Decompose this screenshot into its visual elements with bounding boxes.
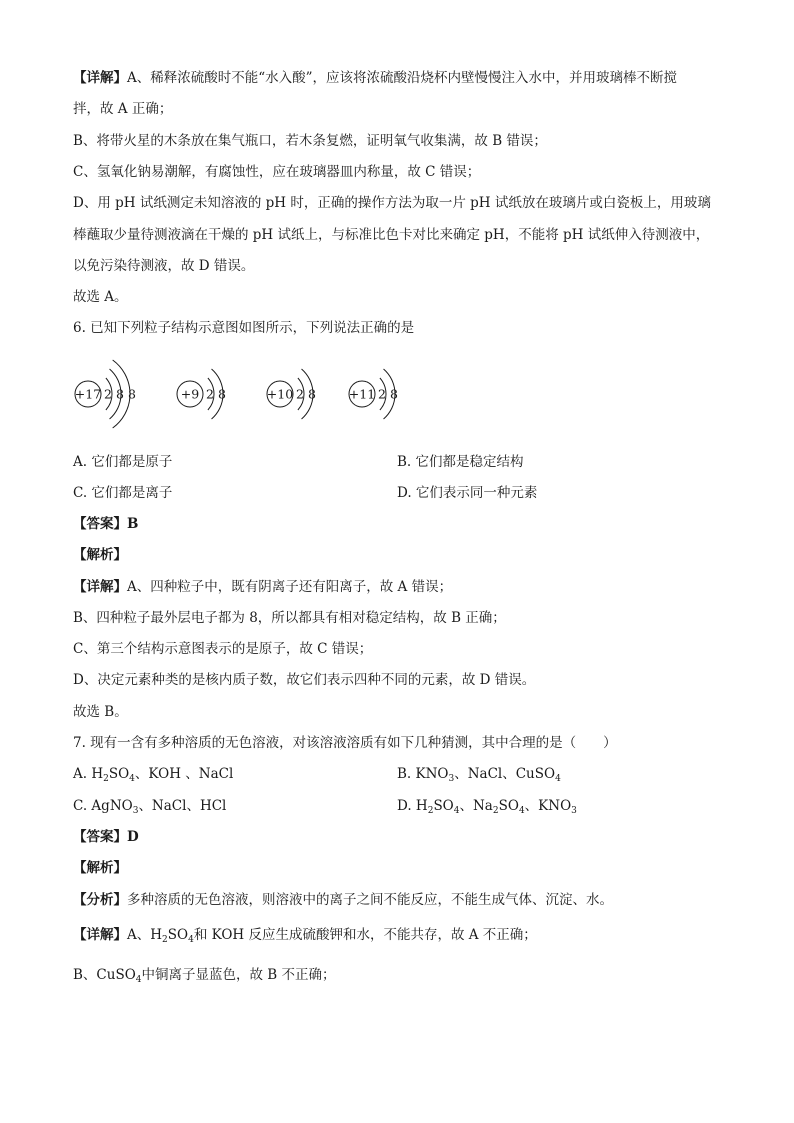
particle-3 [267, 369, 316, 419]
subscript: 4 [135, 975, 142, 985]
q7-analysis-tag: 【解析】 [73, 860, 127, 876]
formula-part: B. KNO [397, 766, 449, 782]
particle-structure-svg [66, 346, 426, 442]
nucleus-charge: +10 [266, 386, 294, 402]
subscript: 4 [188, 935, 194, 945]
q5-detail-line-3: B、将带火星的木条放在集气瓶口，若木条复燃，证明氧气收集满，故 B 错误； [73, 133, 547, 149]
q5-detail-line-7: 以免污染待测液，故 D 错误。 [73, 258, 255, 274]
q6-detail-1 [73, 578, 452, 596]
particle-2 [177, 369, 226, 419]
detail-tag: 【详解】 [73, 579, 127, 595]
q7-stem: 7. 现有一含有多种溶质的无色溶液，对该溶液溶质有如下几种猜测，其中合理的是（ ） [73, 735, 617, 751]
nucleus-charge: +9 [180, 386, 200, 402]
q7-option-c [73, 797, 226, 815]
particle-structure-diagram [66, 346, 426, 442]
q6-conclusion: 故选 B。 [73, 704, 128, 720]
subscript: 4 [129, 774, 135, 784]
formula-part: 、NaCl、HCl [138, 798, 227, 814]
q6-option-a: A. 它们都是原子 [73, 454, 173, 470]
q7-answer: 【答案】D [73, 829, 139, 845]
formula-part: 、KOH 、NaCl [134, 766, 234, 782]
q6-stem: 6. 已知下列粒子结构示意图如图所示，下列说法正确的是 [73, 320, 415, 336]
subscript: 2 [427, 806, 434, 816]
q6-detail-2: B、四种粒子最外层电子都为 8，所以都具有相对稳定结构，故 B 正确； [73, 610, 506, 626]
formula-part: SO [433, 798, 454, 814]
electron-count: 2 [296, 386, 304, 402]
q6-detail-4: D、决定元素种类的是核内质子数，故它们表示四种不同的元素，故 D 错误。 [73, 672, 536, 688]
q5-detail-line-4: C、氢氧化钠易潮解，有腐蚀性，应在玻璃器皿内称量，故 C 错误； [73, 164, 481, 180]
subscript: 3 [448, 774, 455, 784]
q6-detail-3: C、第三个结构示意图表示的是原子，故 C 错误； [73, 641, 373, 657]
q6-analysis-tag: 【解析】 [73, 547, 127, 563]
particle-1 [75, 360, 136, 428]
particle-4 [349, 369, 398, 419]
subscript: 3 [571, 806, 577, 816]
electron-count: 8 [390, 386, 398, 402]
q6-option-b: B. 它们都是稳定结构 [397, 454, 524, 470]
electron-count: 2 [104, 386, 112, 402]
detail-tag: 【详解】 [73, 70, 127, 86]
subscript: 4 [518, 806, 525, 816]
formula-part: 和 KOH 反应生成硫酸钾和水，不能共存，故 A 不正确； [193, 927, 537, 943]
q7-detail-a [73, 926, 537, 944]
q5-conclusion: 故选 A。 [73, 289, 128, 305]
q7-detail-a-pre: A、H [127, 927, 163, 943]
q5-detail-line-6: 棒蘸取少量待测液滴在干燥的 pH 试纸上，与标准比色卡对比来确定 pH，不能将 pH 试纸伸入待测液中， [73, 227, 710, 243]
electron-count: 8 [116, 386, 124, 402]
q7-option-a [73, 765, 233, 783]
q6-answer: 【答案】B [73, 516, 139, 532]
subscript: 2 [162, 935, 168, 945]
subscript: 3 [132, 806, 139, 816]
formula-part: 、Na [459, 798, 493, 814]
q7-option-b [397, 765, 561, 783]
formula-part: D. H [397, 798, 428, 814]
subscript: 4 [453, 806, 460, 816]
electron-count: 8 [128, 386, 136, 402]
q7-fenxi [73, 891, 613, 909]
q5-detail-line-1 [73, 69, 677, 87]
q5-detail-text-1: A、稀释浓硫酸时不能“水入酸”，应该将浓硫酸沿烧杯内壁慢慢注入水中，并用玻璃棒不断搅 [127, 70, 678, 86]
q5-detail-line-2: 拌，故 A 正确； [73, 101, 173, 117]
formula-part: SO [167, 927, 189, 943]
q6-detail-1-text: A、四种粒子中，既有阴离子还有阳离子，故 A 错误； [127, 579, 453, 595]
detail-tag: 【详解】 [73, 927, 127, 943]
q7-option-d [397, 797, 577, 815]
formula-part: SO [498, 798, 519, 814]
formula-part: 、KNO [524, 798, 572, 814]
formula-part: C. AgNO [73, 798, 133, 814]
electron-count: 2 [378, 386, 386, 402]
formula-part: B、CuSO [73, 967, 136, 983]
analysis-sub-tag: 【分析】 [73, 892, 127, 908]
q6-option-c: C. 它们都是离子 [73, 485, 173, 501]
q7-fenxi-text: 多种溶质的无色溶液，则溶液中的离子之间不能反应，不能生成气体、沉淀、水。 [127, 892, 613, 908]
electron-count: 8 [308, 386, 316, 402]
nucleus-charge: +11 [348, 386, 376, 402]
q7-detail-b [73, 966, 336, 984]
subscript: 2 [103, 774, 109, 784]
formula-part: 、NaCl、CuSO [454, 766, 556, 782]
formula-part: A. H [73, 766, 104, 782]
electron-count: 2 [206, 386, 214, 402]
subscript: 4 [555, 774, 561, 784]
q6-option-d: D. 它们表示同一种元素 [397, 485, 538, 501]
electron-count: 8 [218, 386, 226, 402]
subscript: 2 [492, 806, 499, 816]
nucleus-charge: +17 [74, 386, 102, 402]
q5-detail-line-5: D、用 pH 试纸测定未知溶液的 pH 时，正确的操作方法为取一片 pH 试纸放在玻璃片或白瓷板上，用玻璃 [73, 195, 711, 211]
formula-part: 中铜离子显蓝色，故 B 不正确； [141, 967, 336, 983]
formula-part: SO [108, 766, 130, 782]
